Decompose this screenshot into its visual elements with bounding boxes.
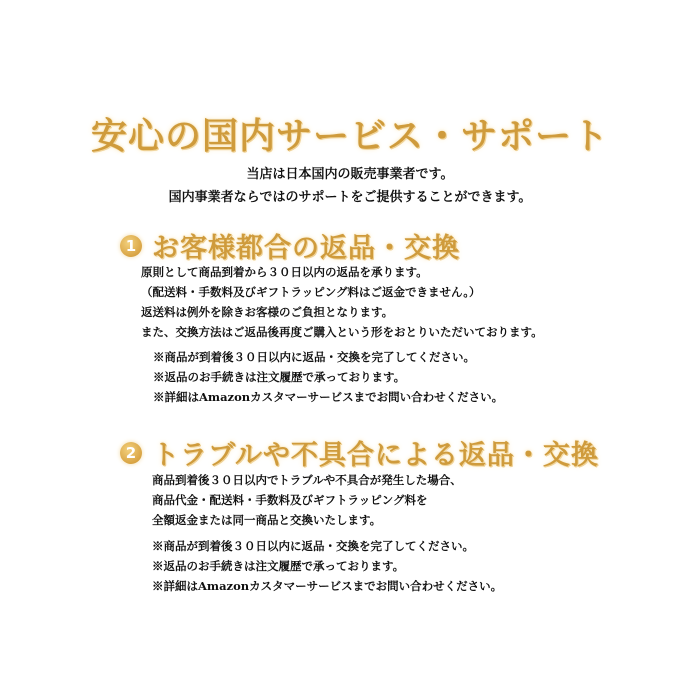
section-1-note: ※商品が到着後３０日以内に返品・交換を完了してください。 — [153, 350, 475, 364]
section-1-title: お客様都合の返品・交換 — [152, 233, 460, 264]
number-1-badge: 1 — [120, 235, 142, 257]
section-1-note: ※返品のお手続きは注文履歴で承っております。 — [153, 370, 406, 384]
section-2-note: ※商品が到着後３０日以内に返品・交換を完了してください。 — [152, 539, 474, 553]
section-2-title: トラブルや不具合による返品・交換 — [152, 440, 599, 471]
section-1-body-line: 返送料は例外を除きお客様のご負担となります。 — [141, 305, 394, 319]
section-1-note: ※詳細はAmazonカスタマーサービスまでお問い合わせください。 — [153, 390, 504, 404]
section-2-heading — [120, 433, 599, 472]
section-2-body-line: 商品到着後３０日以内でトラブルや不具合が発生した場合、 — [152, 473, 462, 487]
section-2-note: ※詳細はAmazonカスタマーサービスまでお問い合わせください。 — [152, 579, 503, 593]
section-1-body-line: （配送料・手数料及びギフトラッピング料はご返金できません。） — [141, 285, 481, 299]
section-1-heading — [120, 226, 460, 265]
intro-line: 国内事業者ならではのサポートをご提供することができます。 — [168, 190, 532, 205]
section-1-body-line: また、交換方法はご返品後再度ご購入という形をおとりいただいております。 — [141, 325, 543, 339]
section-1-body-line: 原則として商品到着から３０日以内の返品を承ります。 — [141, 265, 428, 279]
section-2-body-line: 商品代金・配送料・手数料及びギフトラッピング料を — [152, 493, 428, 507]
section-2-note: ※返品のお手続きは注文履歴で承っております。 — [152, 559, 405, 573]
page-title: 安心の国内サービス・サポート — [90, 115, 609, 157]
intro-line: 当店は日本国内の販売事業者です。 — [246, 167, 454, 182]
number-2-badge: 2 — [120, 442, 142, 464]
section-2-body-line: 全額返金または同一商品と交換いたします。 — [152, 513, 382, 527]
